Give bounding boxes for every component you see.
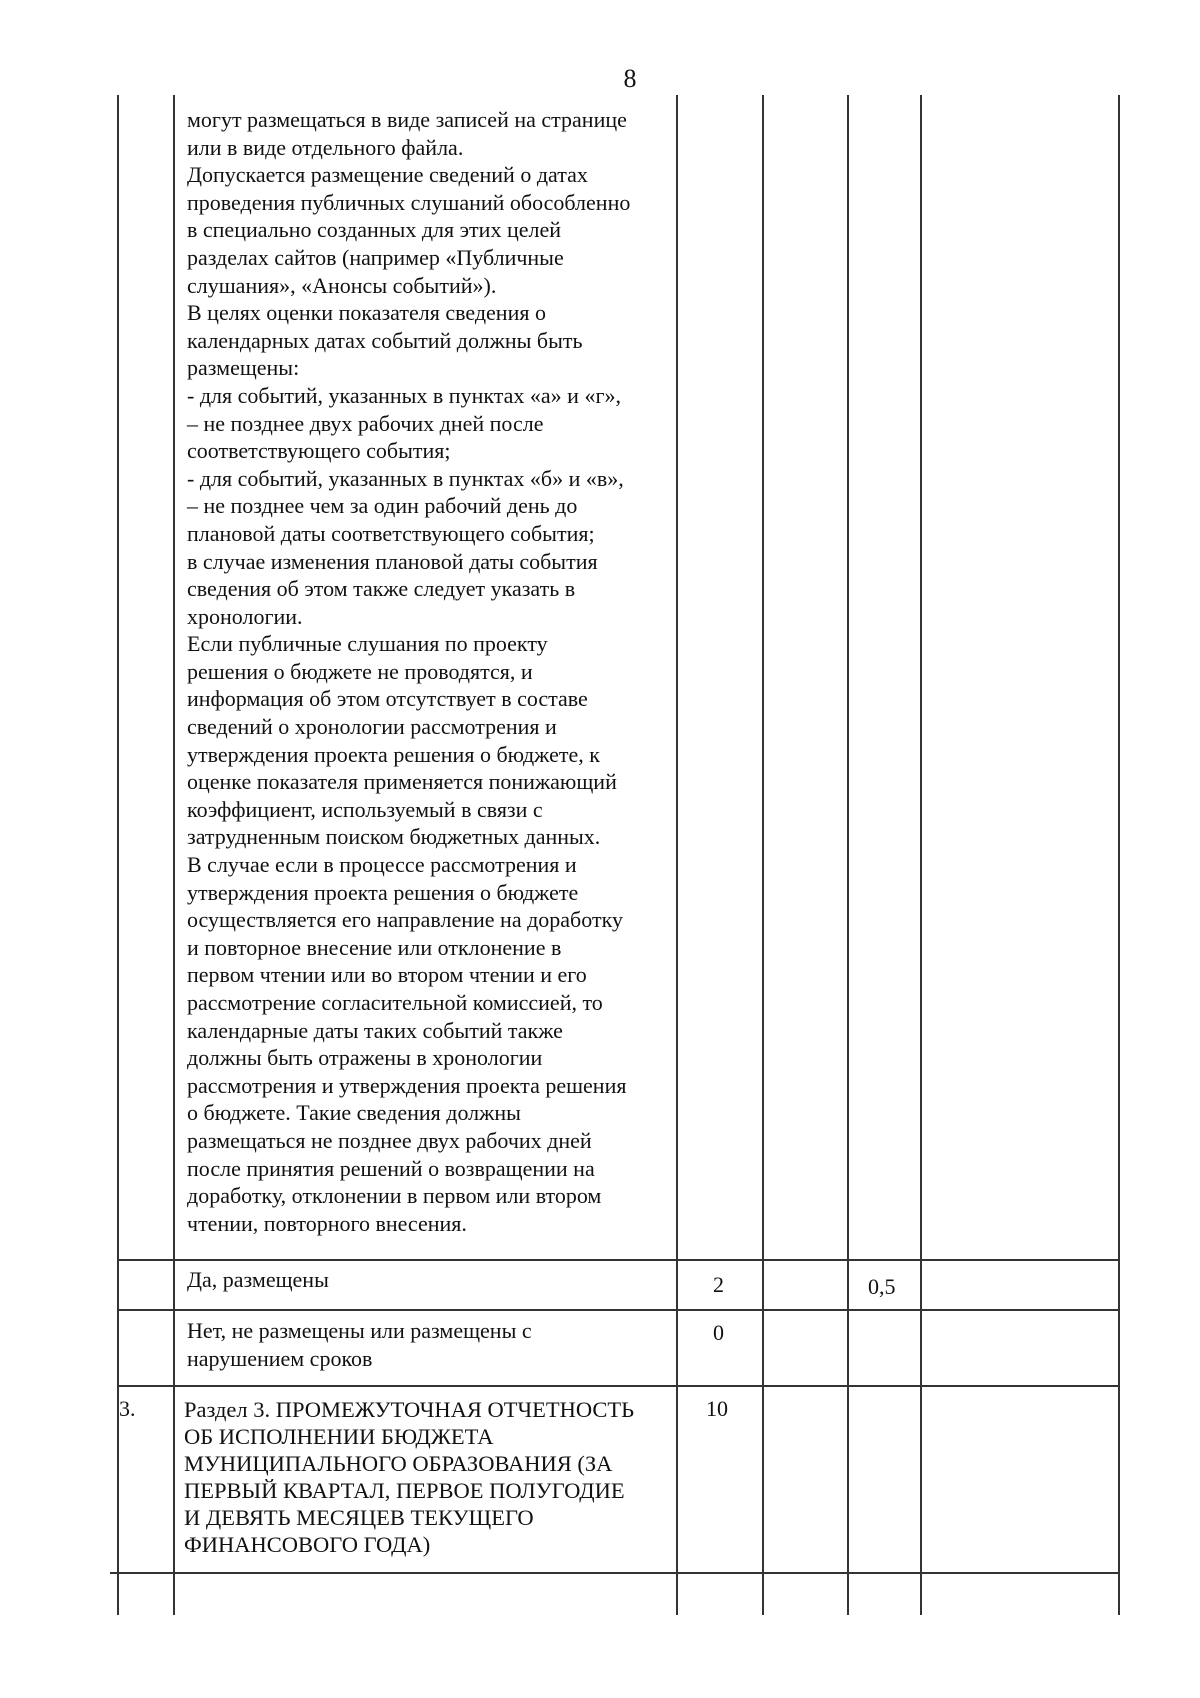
- column-line: [847, 95, 849, 1615]
- answer-yes-label: Да, размещены: [187, 1267, 329, 1292]
- column-line: [173, 95, 175, 1615]
- section-title: Раздел 3. ПРОМЕЖУТОЧНАЯ ОТЧЕТНОСТЬ ОБ ИСПОЛНЕНИИ БЮДЖЕТА МУНИЦИПАЛЬНОГО ОБРАЗОВАНИЯ (ЗА ПЕРВЫЙ КВАРТАЛ, ПЕРВОЕ ПОЛУГОДИЕ И ДЕВЯТЬ МЕСЯЦЕВ ТЕКУЩЕГО ФИНАНСОВОГО ГОДА): [184, 1397, 635, 1557]
- row-line: [117, 1309, 1119, 1311]
- answer-no-label: Нет, не размещены или размещены с нарушением сроков: [187, 1318, 532, 1371]
- column-line: [762, 95, 764, 1615]
- answer-yes-coefficient: 0,5: [868, 1274, 896, 1299]
- row-line: [110, 1572, 1119, 1574]
- answer-yes-score: 2: [713, 1272, 724, 1297]
- criterion-description: могут размещаться в виде записей на странице или в виде отдельного файла. Допускается размещение сведений о датах проведения публичных слушаний обособленно в специально созданных для этих целей разделах сайтов (например «Публичные слушания», «Анонсы событий»). В целях оценки показателя сведения о календарных датах событий должны быть размещены: - для событий, указанных в пунктах «а» и «г», – не позднее двух рабочих дней после соответствующего события; - для событий, указанных в пунктах «б» и «в», – не позднее чем за один рабочий день до плановой даты соответствующего события; в случае изменения плановой даты события сведения об этом также следует указать в хронологии. Если публичные слушания по проекту решения о бюджете не проводятся, и информация об этом отсутствует в составе сведений о хронологии рассмотрения и утверждения проекта решения о бюджете, к оценке показателя применяется понижающий коэффициент, используемый в связи с затрудненным поиском бюджетных данных. В случае если в процессе рассмотрения и утверждения проекта решения о бюджете осуществляется его направление на доработку и повторное внесение или отклонение в первом чтении или во втором чтении и его рассмотрение согласительной комиссией, то календарные даты таких событий также должны быть отражены в хронологии рассмотрения и утверждения проекта решения о бюджете. Такие сведения должны размещаться не позднее двух рабочих дней после принятия решений о возвращении на доработку, отклонении в первом или втором чтении, повторного внесения.: [187, 107, 631, 1236]
- answer-no-score: 0: [713, 1320, 724, 1345]
- section-number: 3.: [119, 1396, 136, 1421]
- column-line: [117, 95, 119, 1615]
- column-line: [920, 95, 922, 1615]
- row-line: [117, 1259, 1119, 1261]
- row-line: [117, 1385, 1119, 1387]
- section-score: 10: [706, 1396, 728, 1421]
- page-number: 8: [623, 64, 637, 93]
- column-line: [1118, 95, 1120, 1615]
